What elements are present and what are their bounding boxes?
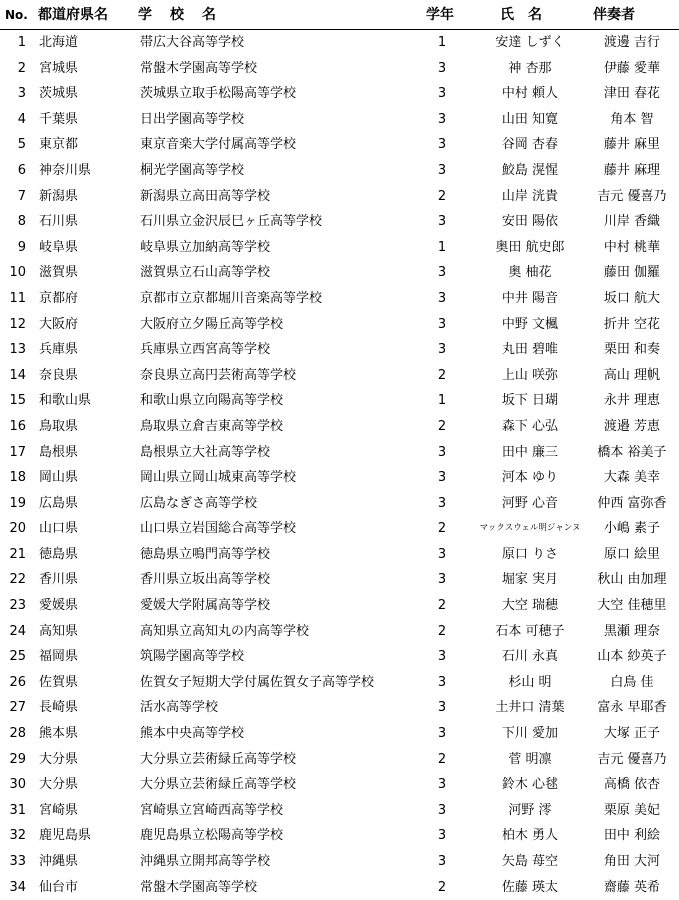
cell-name: 谷岡 杏春	[501, 137, 559, 153]
cell-school: 桐光学園高等学校	[140, 162, 245, 178]
table-row	[0, 312, 679, 338]
cell-school: 石川県立金沢辰巳ヶ丘高等学校	[140, 214, 323, 230]
cell-no: 30	[9, 777, 26, 793]
cell-school: 熊本中央高等学校	[140, 726, 245, 742]
cell-accompanist: 田中 利絵	[603, 828, 661, 844]
cell-school: 和歌山県立向陽高等学校	[140, 393, 284, 409]
cell-school: 山口県立岩国総合高等学校	[140, 521, 297, 537]
header-no: No.	[5, 8, 28, 22]
cell-prefecture: 広島県	[39, 495, 79, 511]
table-row	[0, 849, 679, 875]
cell-grade: 2	[437, 367, 447, 383]
cell-school: 徳島県立鳴門高等学校	[140, 546, 271, 562]
cell-prefecture: 山口県	[39, 521, 79, 537]
header-name: 氏名	[500, 7, 556, 23]
cell-name: 杉山 明	[508, 674, 552, 690]
cell-school: 佐賀女子短期大学付属佐賀女子高等学校	[140, 674, 375, 690]
table-row	[0, 567, 679, 593]
table-row	[0, 414, 679, 440]
cell-prefecture: 東京都	[39, 137, 79, 153]
cell-name: 坂下 日瑚	[501, 393, 559, 409]
cell-school: 筑陽学園高等学校	[140, 649, 245, 665]
cell-school: 帯広大谷高等学校	[140, 35, 245, 50]
cell-name: 安田 陽依	[501, 214, 559, 230]
table-row	[0, 747, 679, 773]
cell-prefecture: 和歌山県	[39, 393, 92, 409]
header-grade: 学年	[426, 7, 454, 23]
cell-grade: 2	[437, 418, 447, 434]
cell-accompanist: 原口 絵里	[603, 546, 661, 562]
cell-grade: 3	[437, 111, 447, 127]
table-header-row	[0, 0, 679, 30]
table-row	[0, 798, 679, 824]
table-row	[0, 132, 679, 158]
cell-school: 香川県立坂出高等学校	[140, 572, 271, 588]
cell-accompanist: 大森 美幸	[603, 470, 661, 486]
cell-prefecture: 福岡県	[39, 649, 79, 665]
cell-name: 田中 廉三	[501, 444, 559, 460]
cell-grade: 2	[437, 521, 447, 537]
header-accompanist: 伴奏者	[593, 7, 635, 23]
cell-accompanist: 永井 理恵	[603, 393, 661, 409]
cell-accompanist: 栗田 和奏	[603, 342, 661, 358]
cell-name: 大空 瑞穂	[501, 598, 559, 614]
cell-no: 12	[9, 316, 26, 332]
table-row	[0, 184, 679, 210]
cell-school: 茨城県立取手松陽高等学校	[140, 86, 297, 102]
cell-grade: 3	[437, 802, 447, 818]
table-row	[0, 158, 679, 184]
cell-name: 中村 頼人	[501, 86, 559, 102]
cell-no: 27	[9, 700, 26, 716]
cell-school: 兵庫県立西宮高等学校	[140, 342, 271, 358]
cell-grade: 2	[437, 879, 447, 895]
cell-grade: 1	[437, 393, 447, 409]
cell-grade: 3	[437, 726, 447, 742]
cell-accompanist: 渡邉 芳恵	[603, 418, 661, 434]
cell-grade: 3	[437, 546, 447, 562]
cell-accompanist: 仲西 富弥香	[597, 495, 667, 511]
cell-prefecture: 熊本県	[39, 726, 79, 742]
cell-no: 34	[9, 879, 26, 895]
cell-prefecture: 新潟県	[39, 188, 79, 204]
cell-name: 鮫島 滉惺	[501, 162, 559, 178]
cell-no: 18	[9, 470, 26, 486]
cell-name: マックスウェル明ジャンヌ	[479, 523, 581, 534]
cell-name: 河野 心音	[501, 495, 559, 511]
cell-accompanist: 吉元 優喜乃	[597, 751, 667, 767]
cell-school: 常盤木学園高等学校	[140, 60, 258, 76]
table-row	[0, 235, 679, 261]
cell-accompanist: 渡邊 吉行	[603, 35, 661, 50]
cell-no: 28	[9, 726, 26, 742]
cell-accompanist: 藤田 伽羅	[603, 265, 661, 281]
cell-no: 2	[17, 60, 26, 76]
cell-name: 柏木 勇人	[501, 828, 559, 844]
cell-accompanist: 齋藤 英希	[603, 879, 661, 895]
cell-name: 奥田 航史郎	[495, 239, 565, 255]
cell-no: 11	[9, 290, 26, 306]
cell-accompanist: 白鳥 佳	[610, 674, 654, 690]
cell-grade: 3	[437, 828, 447, 844]
cell-prefecture: 大分県	[39, 777, 79, 793]
cell-no: 9	[17, 239, 26, 255]
cell-accompanist: 折井 空花	[603, 316, 661, 332]
cell-prefecture: 宮崎県	[39, 802, 79, 818]
cell-accompanist: 伊藤 愛華	[603, 60, 661, 76]
cell-no: 4	[17, 111, 26, 127]
cell-prefecture: 石川県	[39, 214, 79, 230]
cell-grade: 3	[437, 60, 447, 76]
cell-name: 奥 柚花	[508, 265, 552, 281]
cell-prefecture: 北海道	[39, 35, 79, 50]
cell-no: 22	[9, 572, 26, 588]
table-row	[0, 695, 679, 721]
cell-no: 26	[9, 674, 26, 690]
cell-accompanist: 栗原 美妃	[603, 802, 661, 818]
table-row	[0, 670, 679, 696]
cell-accompanist: 川岸 香織	[603, 214, 661, 230]
cell-grade: 3	[437, 290, 447, 306]
cell-accompanist: 黒瀬 理奈	[603, 623, 661, 639]
cell-school: 活水高等学校	[140, 700, 219, 716]
cell-accompanist: 坂口 航大	[603, 290, 661, 306]
cell-name: 森下 心弘	[501, 418, 559, 434]
cell-accompanist: 角本 智	[610, 111, 654, 127]
cell-school: 大分県立芸術緑丘高等学校	[140, 777, 297, 793]
cell-school: 京都市立京都堀川音楽高等学校	[140, 290, 323, 306]
cell-no: 33	[9, 854, 26, 869]
cell-school: 滋賀県立石山高等学校	[140, 265, 271, 281]
cell-name: 丸田 碧唯	[501, 342, 559, 358]
cell-school: 大分県立芸術緑丘高等学校	[140, 751, 297, 767]
table-row	[0, 209, 679, 235]
cell-grade: 3	[437, 572, 447, 588]
cell-accompanist: 小嶋 素子	[603, 521, 661, 537]
cell-grade: 3	[437, 854, 447, 869]
cell-grade: 3	[437, 137, 447, 153]
cell-grade: 3	[437, 470, 447, 486]
cell-name: 山岸 洸貴	[501, 188, 559, 204]
cell-school: 東京音楽大学付属高等学校	[140, 137, 297, 153]
header-school: 学校名	[138, 7, 234, 23]
cell-accompanist: 藤井 麻理	[603, 162, 661, 178]
cell-accompanist: 高橋 依杏	[603, 777, 661, 793]
cell-school: 広島なぎさ高等学校	[140, 495, 258, 511]
cell-grade: 3	[437, 86, 447, 102]
cell-prefecture: 鳥取県	[39, 418, 79, 434]
table-row	[0, 388, 679, 414]
cell-prefecture: 宮城県	[39, 60, 79, 76]
cell-name: 安達 しずく	[495, 35, 565, 50]
cell-prefecture: 滋賀県	[39, 265, 79, 281]
cell-school: 宮崎県立宮崎西高等学校	[140, 802, 284, 818]
cell-no: 16	[9, 418, 26, 434]
cell-accompanist: 山本 紗英子	[597, 649, 667, 665]
cell-grade: 3	[437, 777, 447, 793]
cell-no: 25	[9, 649, 26, 665]
cell-school: 新潟県立高田高等学校	[140, 188, 271, 204]
cell-school: 日出学園高等学校	[140, 111, 245, 127]
cell-prefecture: 大阪府	[39, 316, 79, 332]
table-row	[0, 772, 679, 798]
cell-prefecture: 香川県	[39, 572, 79, 588]
cell-name: 石本 可穂子	[495, 623, 565, 639]
cell-prefecture: 岐阜県	[39, 239, 79, 255]
table-row	[0, 721, 679, 747]
cell-prefecture: 京都府	[39, 290, 79, 306]
cell-name: 神 杏那	[508, 60, 552, 76]
table-row	[0, 516, 679, 542]
cell-grade: 3	[437, 162, 447, 178]
cell-no: 23	[9, 598, 26, 614]
cell-name: 原口 りさ	[501, 546, 559, 562]
cell-no: 6	[17, 162, 26, 178]
header-prefecture: 都道府県名	[38, 7, 108, 23]
cell-name: 土井口 清葉	[495, 700, 565, 716]
table-row	[0, 875, 679, 900]
cell-no: 1	[17, 35, 26, 50]
cell-name: 菅 明凛	[508, 751, 552, 767]
table-row	[0, 260, 679, 286]
cell-prefecture: 島根県	[39, 444, 79, 460]
cell-name: 上山 咲弥	[501, 367, 559, 383]
cell-grade: 2	[437, 623, 447, 639]
table-body	[0, 30, 679, 900]
cell-accompanist: 吉元 優喜乃	[597, 188, 667, 204]
cell-grade: 1	[437, 239, 447, 255]
cell-no: 7	[17, 188, 26, 204]
table-row	[0, 286, 679, 312]
table-row	[0, 823, 679, 849]
cell-no: 32	[9, 828, 26, 844]
table-row	[0, 440, 679, 466]
table-row	[0, 593, 679, 619]
cell-no: 3	[17, 86, 26, 102]
cell-no: 13	[9, 342, 26, 358]
cell-prefecture: 茨城県	[39, 86, 79, 102]
cell-no: 17	[9, 444, 26, 460]
cell-no: 24	[9, 623, 26, 639]
cell-no: 31	[9, 802, 26, 818]
cell-name: 堀家 実月	[501, 572, 559, 588]
cell-name: 佐藤 瑛太	[501, 879, 559, 895]
cell-accompanist: 津田 春花	[603, 86, 661, 102]
cell-no: 20	[9, 521, 26, 537]
table-row	[0, 30, 679, 56]
cell-school: 愛媛大学附属高等学校	[140, 598, 271, 614]
cell-accompanist: 秋山 由加理	[597, 572, 667, 588]
cell-no: 14	[9, 367, 26, 383]
cell-school: 島根県立大社高等学校	[140, 444, 271, 460]
cell-prefecture: 千葉県	[39, 111, 79, 127]
cell-accompanist: 中村 桃華	[603, 239, 661, 255]
cell-prefecture: 高知県	[39, 623, 79, 639]
cell-grade: 3	[437, 700, 447, 716]
cell-school: 常盤木学園高等学校	[140, 879, 258, 895]
cell-accompanist: 富永 早耶香	[597, 700, 667, 716]
cell-name: 河本 ゆり	[501, 470, 559, 486]
table-row	[0, 56, 679, 82]
cell-school: 沖縄県立開邦高等学校	[140, 854, 271, 869]
cell-prefecture: 神奈川県	[39, 162, 92, 178]
table-row	[0, 644, 679, 670]
cell-prefecture: 徳島県	[39, 546, 79, 562]
cell-prefecture: 奈良県	[39, 367, 79, 383]
cell-prefecture: 兵庫県	[39, 342, 79, 358]
cell-name: 中井 陽音	[501, 290, 559, 306]
cell-name: 矢島 苺空	[501, 854, 559, 869]
cell-grade: 3	[437, 444, 447, 460]
cell-prefecture: 鹿児島県	[39, 828, 92, 844]
cell-no: 19	[9, 495, 26, 511]
cell-prefecture: 長崎県	[39, 700, 79, 716]
cell-name: 下川 愛加	[501, 726, 559, 742]
cell-grade: 3	[437, 342, 447, 358]
cell-accompanist: 大空 佳穂里	[597, 598, 667, 614]
table-row	[0, 542, 679, 568]
table-row	[0, 491, 679, 517]
cell-prefecture: 愛媛県	[39, 598, 79, 614]
cell-school: 大阪府立夕陽丘高等学校	[140, 316, 284, 332]
cell-prefecture: 沖縄県	[39, 854, 79, 869]
cell-school: 奈良県立高円芸術高等学校	[140, 367, 297, 383]
table-row	[0, 337, 679, 363]
cell-no: 10	[9, 265, 26, 281]
cell-school: 岐阜県立加納高等学校	[140, 239, 271, 255]
cell-school: 鹿児島県立松陽高等学校	[140, 828, 284, 844]
cell-accompanist: 高山 理帆	[603, 367, 661, 383]
cell-school: 鳥取県立倉吉東高等学校	[140, 418, 284, 434]
cell-no: 21	[9, 546, 26, 562]
cell-grade: 2	[437, 751, 447, 767]
cell-no: 29	[9, 751, 26, 767]
cell-school: 高知県立高知丸の内高等学校	[140, 623, 310, 639]
cell-accompanist: 大塚 正子	[603, 726, 661, 742]
cell-grade: 3	[437, 674, 447, 690]
cell-prefecture: 大分県	[39, 751, 79, 767]
cell-name: 山田 知寛	[501, 111, 559, 127]
cell-grade: 1	[437, 35, 447, 50]
cell-no: 15	[9, 393, 26, 409]
table-row	[0, 465, 679, 491]
cell-accompanist: 橋本 裕美子	[597, 444, 667, 460]
cell-no: 5	[17, 137, 26, 153]
table-row	[0, 363, 679, 389]
cell-grade: 2	[437, 188, 447, 204]
cell-grade: 3	[437, 214, 447, 230]
cell-grade: 3	[437, 316, 447, 332]
table-row	[0, 619, 679, 645]
cell-grade: 3	[437, 495, 447, 511]
table-row	[0, 107, 679, 133]
cell-prefecture: 佐賀県	[39, 674, 79, 690]
table-row	[0, 81, 679, 107]
cell-grade: 3	[437, 265, 447, 281]
cell-prefecture: 仙台市	[39, 879, 79, 895]
cell-name: 中野 文楓	[501, 316, 559, 332]
cell-grade: 3	[437, 649, 447, 665]
cell-prefecture: 岡山県	[39, 470, 79, 486]
cell-name: 河野 澪	[508, 802, 552, 818]
cell-grade: 2	[437, 598, 447, 614]
cell-accompanist: 角田 大河	[603, 854, 661, 869]
cell-name: 石川 永真	[501, 649, 559, 665]
cell-no: 8	[17, 214, 26, 230]
cell-accompanist: 藤井 麻里	[603, 137, 661, 153]
cell-name: 鈴木 心毬	[501, 777, 559, 793]
cell-school: 岡山県立岡山城東高等学校	[140, 470, 297, 486]
